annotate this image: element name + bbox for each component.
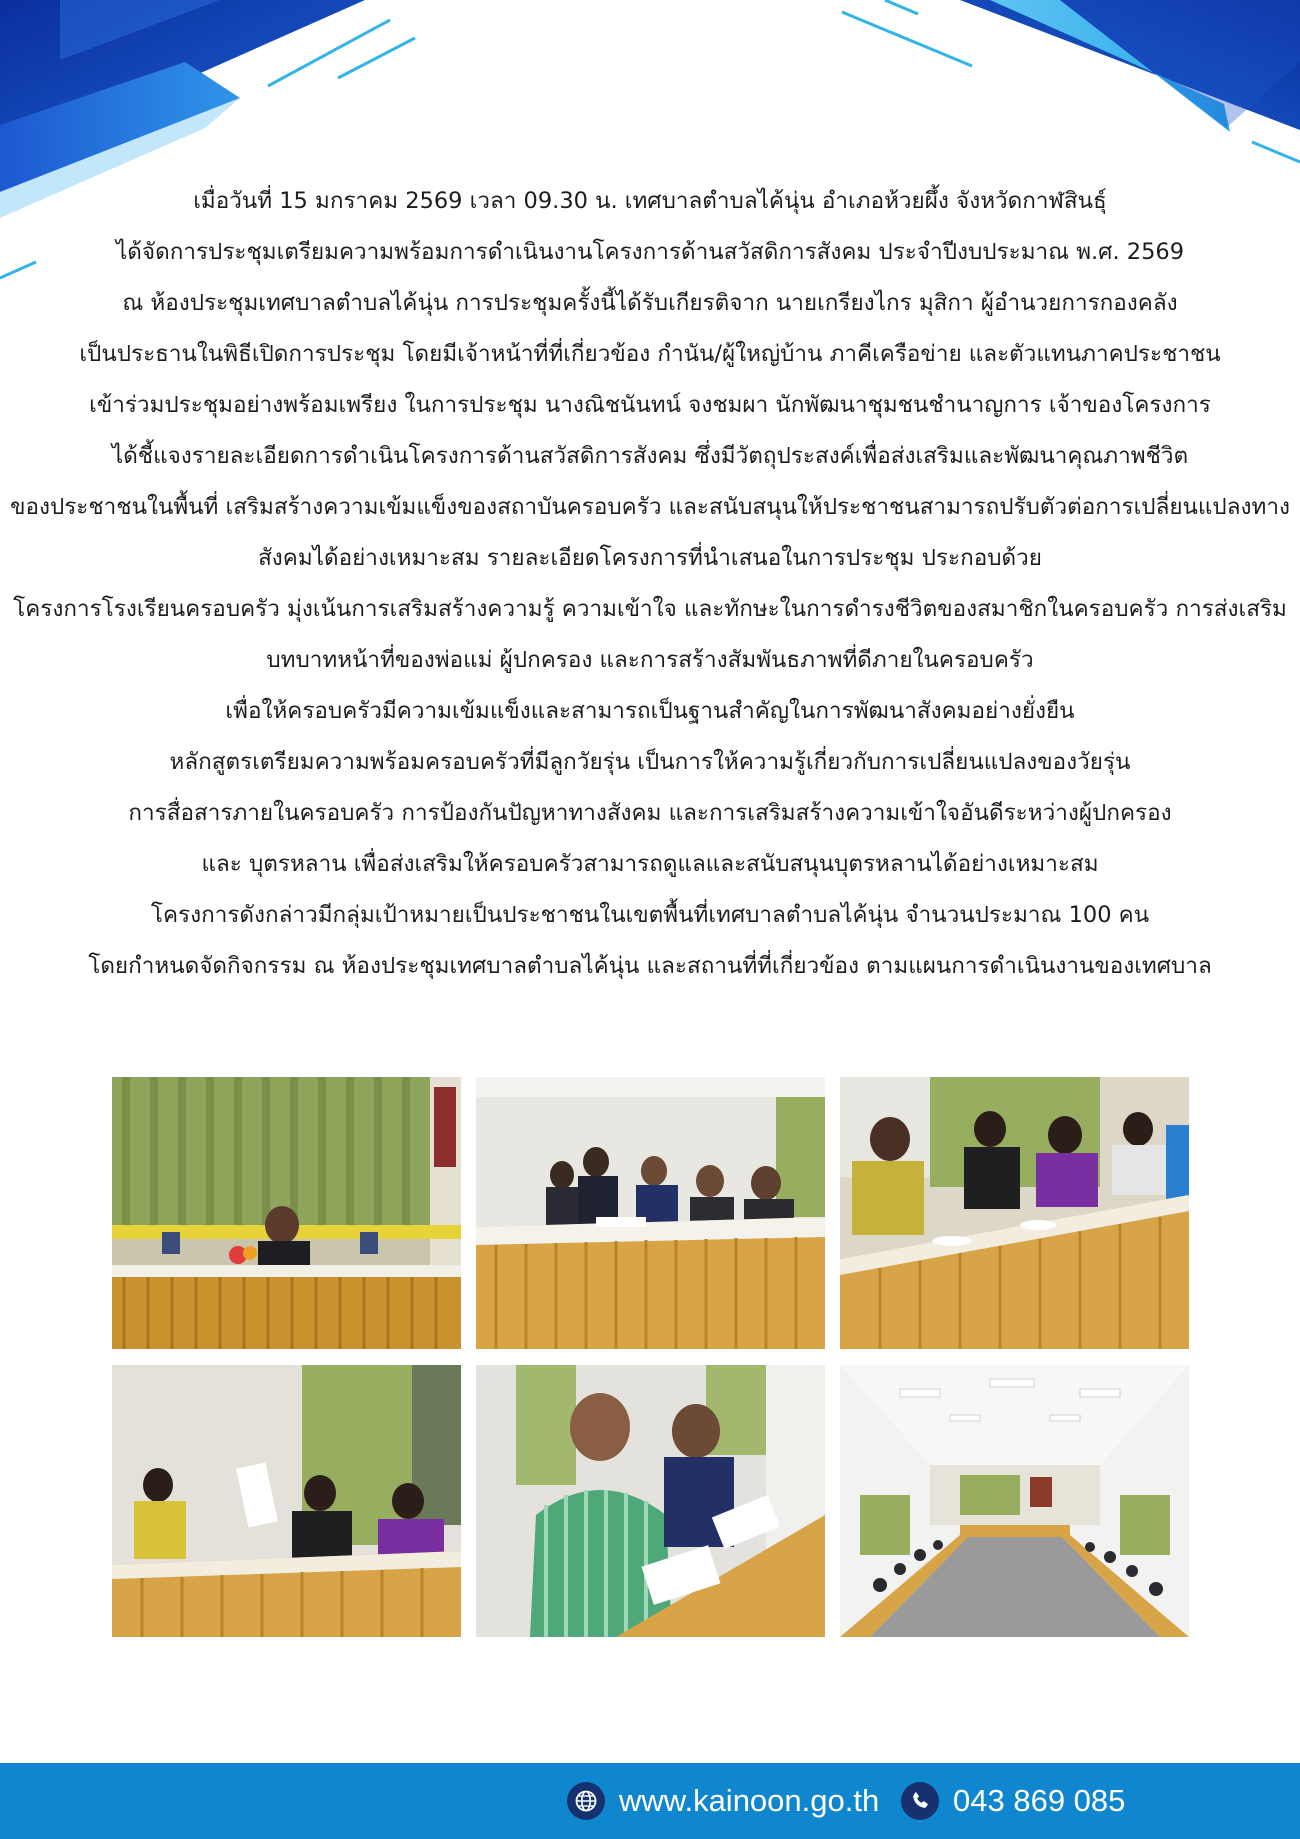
photo-men-reviewing-documents bbox=[476, 1365, 825, 1637]
paragraph-line: โครงการโรงเรียนครอบครัว มุ่งเน้นการเสริมสร้างความรู้ ความเข้าใจ และทักษะในการดำรงชีวิตของสมาชิกในครอบครัว การส่งเสริม bbox=[13, 596, 1287, 622]
paragraph-line: หลักสูตรเตรียมความพร้อมครอบครัวที่มีลูกวัยรุ่น เป็นการให้ความรู้เกี่ยวกับการเปลี่ยนแปลงของวัยรุ่น bbox=[169, 749, 1131, 775]
paragraph-line: สังคมได้อย่างเหมาะสม รายละเอียดโครงการที่นำเสนอในการประชุม ประกอบด้วย bbox=[258, 545, 1042, 571]
photo-meeting-room-overview bbox=[840, 1365, 1189, 1637]
body-paragraph bbox=[0, 176, 1300, 992]
header-right-shapes bbox=[842, 0, 1300, 162]
photo-grid bbox=[112, 1077, 1189, 1637]
phone-text: 043 869 085 bbox=[953, 1783, 1126, 1818]
photo-officials-at-table bbox=[476, 1077, 825, 1349]
footer-website[interactable] bbox=[567, 1779, 879, 1823]
photo-chairman-speaking bbox=[112, 1077, 461, 1349]
paragraph-line: ณ ห้องประชุมเทศบาลตำบลไค้นุ่น การประชุมครั้งนี้ได้รับเกียรติจาก นายเกรียงไกร มุสิกา ผู้อำนวยการกองคลัง bbox=[122, 290, 1178, 316]
paragraph-line: ของประชาชนในพื้นที่ เสริมสร้างความเข้มแข็งของสถาบันครอบครัว และสนับสนุนให้ประชาชนสามารถปรับตัวต่อการเปลี่ยนแปลงทาง bbox=[10, 494, 1290, 520]
paragraph-line: เมื่อวันที่ 15 มกราคม 2569 เวลา 09.30 น. เทศบาลตำบลไค้นุ่น อำเภอห้วยผึ้ง จังหวัดกาฬสินธุ์ bbox=[193, 188, 1107, 214]
photo-women-reading bbox=[840, 1077, 1189, 1349]
paragraph-line: เข้าร่วมประชุมอย่างพร้อมเพรียง ในการประชุม นางณิชนันทน์ จงชมผา นักพัฒนาชุมชนชำนาญการ เจ้าของโครงการ bbox=[89, 392, 1211, 418]
paragraph-line: เป็นประธานในพิธีเปิดการประชุม โดยมีเจ้าหน้าที่ที่เกี่ยวข้อง กำนัน/ผู้ใหญ่บ้าน ภาคีเครือข่าย และตัวแทนภาคประชาชน bbox=[79, 341, 1221, 367]
footer-bar bbox=[0, 1763, 1300, 1839]
paragraph-line: เพื่อให้ครอบครัวมีความเข้มแข็งและสามารถเป็นฐานสำคัญในการพัฒนาสังคมอย่างยั่งยืน bbox=[225, 698, 1075, 724]
paragraph-line: โดยกำหนดจัดกิจกรรม ณ ห้องประชุมเทศบาลตำบลไค้นุ่น และสถานที่ที่เกี่ยวข้อง ตามแผนการดำเนินงานของเทศบาล bbox=[88, 953, 1212, 979]
footer-phone[interactable] bbox=[901, 1779, 1125, 1823]
paragraph-line: การสื่อสารภายในครอบครัว การป้องกันปัญหาทางสังคม และการเสริมสร้างความเข้าใจอันดีระหว่างผู้ปกครอง bbox=[128, 800, 1172, 826]
paragraph-line: โครงการดังกล่าวมีกลุ่มเป้าหมายเป็นประชาชนในเขตพื้นที่เทศบาลตำบลไค้นุ่น จำนวนประมาณ 100 คน bbox=[150, 902, 1150, 928]
paragraph-line: ได้ชี้แจงรายละเอียดการดำเนินโครงการด้านสวัสดิการสังคม ซึ่งมีวัตถุประสงค์เพื่อส่งเสริมและพัฒนาคุณภาพชีวิต bbox=[111, 443, 1189, 469]
photo-participants-reading bbox=[112, 1365, 461, 1637]
paragraph-line: บทบาทหน้าที่ของพ่อแม่ ผู้ปกครอง และการสร้างสัมพันธภาพที่ดีภายในครอบครัว bbox=[266, 647, 1034, 673]
website-text: www.kainoon.go.th bbox=[619, 1783, 880, 1818]
phone-icon bbox=[901, 1782, 939, 1820]
globe-icon bbox=[567, 1782, 605, 1820]
paragraph-line: และ บุตรหลาน เพื่อส่งเสริมให้ครอบครัวสามารถดูแลและสนับสนุนบุตรหลานได้อย่างเหมาะสม bbox=[201, 851, 1099, 877]
paragraph-line: ได้จัดการประชุมเตรียมความพร้อมการดำเนินงานโครงการด้านสวัสดิการสังคม ประจำปีงบประมาณ พ.ศ. 2569 bbox=[115, 239, 1185, 265]
